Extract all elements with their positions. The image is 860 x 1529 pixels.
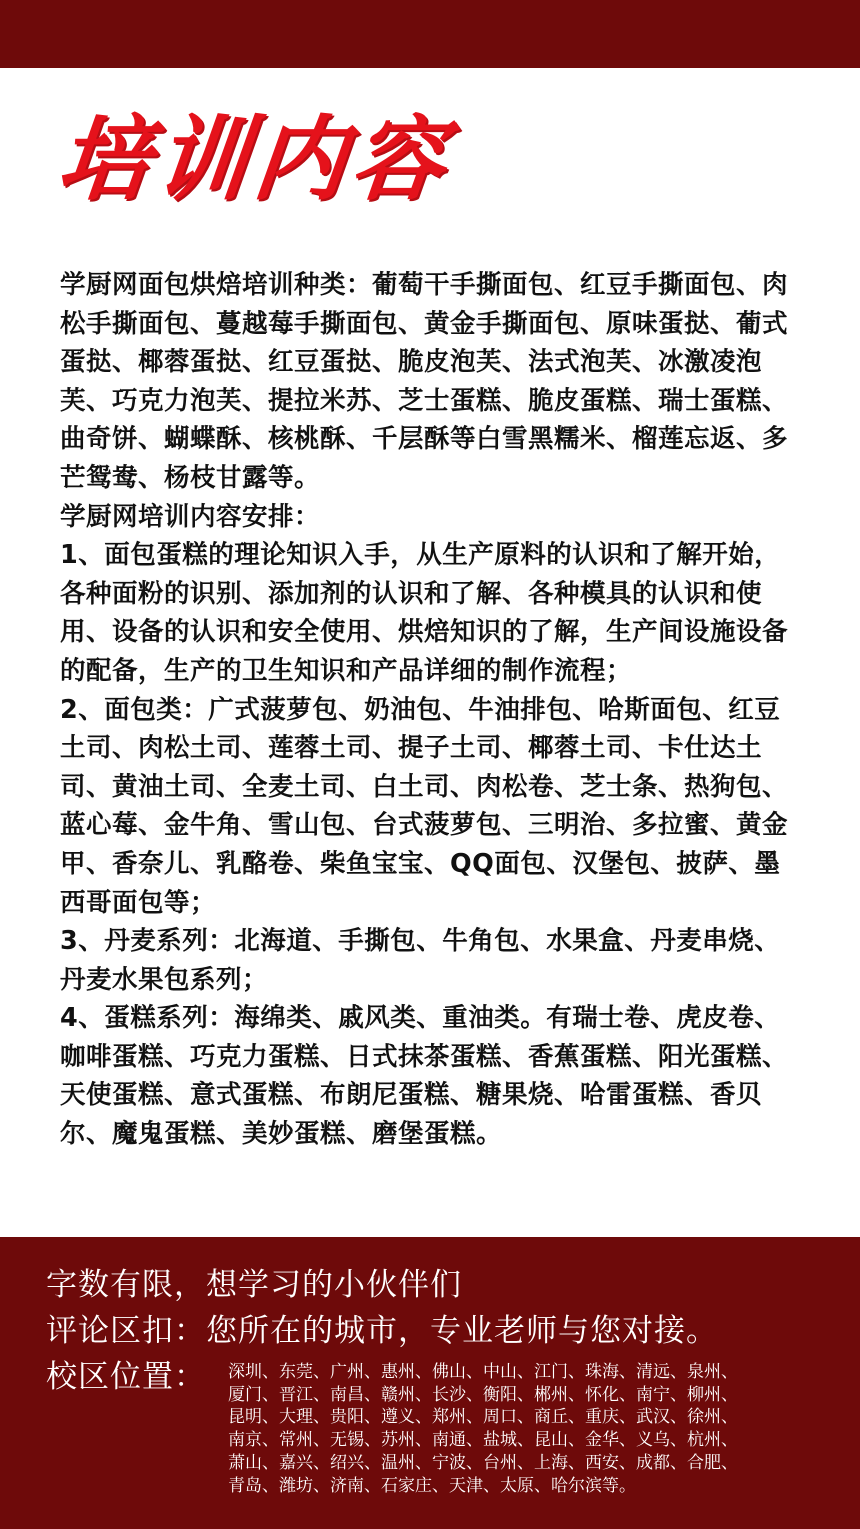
paragraph-bread: 2、面包类：广式菠萝包、奶油包、牛油排包、哈斯面包、红豆土司、肉松土司、莲蓉土司、提子土司、椰蓉土司、卡仕达土司、黄油土司、全麦土司、白土司、肉松卷、芝士条、热狗包、蓝心莓、金牛角、雪山包、台式菠萝包、三明治、多拉蜜、黄金甲、香奈儿、乳酪卷、柴鱼宝宝、QQ面包、汉堡包、披萨、墨西哥面包等； bbox=[60, 694, 789, 918]
campus-line: 青岛、潍坊、济南、石家庄、天津、太原、哈尔滨等。 bbox=[228, 1475, 636, 1496]
campus-city-list bbox=[228, 1361, 828, 1497]
campus-line: 深圳、东莞、广州、惠州、佛山、中山、江门、珠海、清远、泉州、 bbox=[228, 1362, 738, 1382]
footer-line-limited: 字数有限，想学习的小伙伴们 bbox=[46, 1267, 462, 1303]
top-banner-bar bbox=[0, 0, 860, 68]
campus-line: 萧山、嘉兴、绍兴、温州、宁波、台州、上海、西安、成都、合肥、 bbox=[228, 1452, 738, 1473]
campus-line: 南京、常州、无锡、苏州、南通、盐城、昆山、金华、义乌、杭州、 bbox=[228, 1430, 738, 1451]
footer-panel bbox=[0, 1237, 860, 1529]
footer-line-comment: 评论区扣：您所在的城市，专业老师与您对接。 bbox=[46, 1313, 718, 1349]
paragraph-theory: 1、面包蛋糕的理论知识入手，从生产原料的认识和了解开始，各种面粉的识别、添加剂的认识和了解、各种模具的认识和使用、设备的认识和安全使用、烘焙知识的了解，生产间设施设备的配备，生产的卫生知识和产品详细的制作流程； bbox=[60, 540, 789, 686]
paragraph-course-types: 学厨网面包烘焙培训种类：葡萄干手撕面包、红豆手撕面包、肉松手撕面包、蔓越莓手撕面包、黄金手撕面包、原味蛋挞、葡式蛋挞、椰蓉蛋挞、红豆蛋挞、脆皮泡芙、法式泡芙、冰激凌泡芙、巧克力泡芙、提拉米苏、芝士蛋糕、脆皮蛋糕、瑞士蛋糕、曲奇饼、蝴蝶酥、核桃酥、千层酥等白雪黑糯米、榴莲忘返、多芒鸳鸯、杨枝甘露等。 bbox=[60, 270, 789, 493]
paragraph-arrangement-heading: 学厨网培训内容安排： bbox=[60, 501, 321, 532]
page-title: 培训内容 bbox=[52, 106, 456, 213]
campus-line: 昆明、大理、贵阳、遵义、郑州、周口、商丘、重庆、武汉、徐州、 bbox=[228, 1407, 738, 1428]
paragraph-cake: 4、蛋糕系列：海绵类、戚风类、重油类。有瑞士卷、虎皮卷、咖啡蛋糕、巧克力蛋糕、日式抹茶蛋糕、香蕉蛋糕、阳光蛋糕、天使蛋糕、意式蛋糕、布朗尼蛋糕、糖果烧、哈雷蛋糕、香贝尔、魔鬼蛋糕、美妙蛋糕、磨堡蛋糕。 bbox=[60, 1003, 789, 1150]
campus-line: 厦门、晋江、南昌、赣州、长沙、衡阳、郴州、怀化、南宁、柳州、 bbox=[228, 1384, 738, 1405]
training-content-body bbox=[60, 266, 800, 1154]
paragraph-danish: 3、丹麦系列：北海道、手撕包、牛角包、水果盒、丹麦串烧、丹麦水果包系列； bbox=[60, 926, 781, 995]
campus-label: 校区位置： bbox=[46, 1359, 206, 1395]
